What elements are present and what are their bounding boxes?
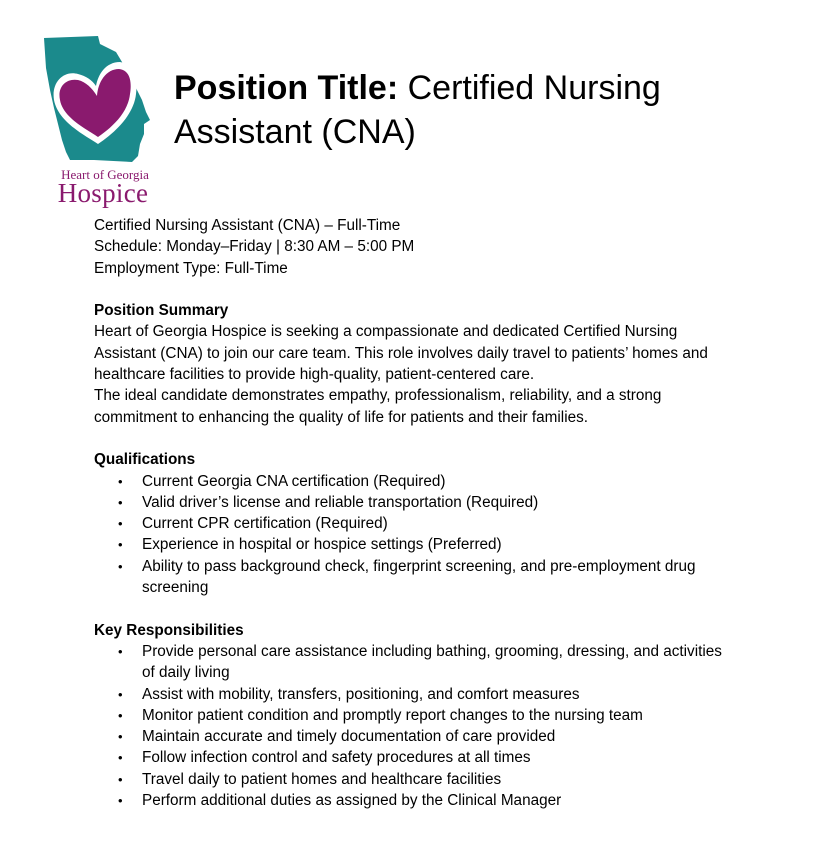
hospice-logo — [36, 28, 166, 218]
list-item: • Current Georgia CNA certification (Required) — [142, 471, 734, 492]
summary-paragraph: Heart of Georgia Hospice is seeking a compassionate and dedicated Certified Nursing Assistant (CNA) to join our care team. This role involves daily travel to patients’ homes and healthcare facilities to provide high-quality, patient-centered care. — [94, 323, 708, 384]
list-item: • Current CPR certification (Required) — [142, 513, 734, 534]
header-line-schedule: Schedule: Monday–Friday | 8:30 AM – 5:00 PM — [94, 238, 415, 256]
header-line-employment-type: Employment Type: Full-Time — [94, 259, 288, 277]
title-label: Position Title: — [174, 69, 399, 107]
title-text: Certified Nursing Assistant (CNA) — [174, 69, 661, 151]
summary-heading: Position Summary — [94, 302, 229, 320]
list-item: • Ability to pass background check, fingerprint screening, and pre-employment drug screening — [142, 556, 734, 599]
document-body — [94, 215, 734, 811]
list-item: • Follow infection control and safety procedures at all times — [142, 747, 734, 768]
logo-tagline: Heart of Georgia — [61, 167, 149, 182]
list-item: • Monitor patient condition and promptly report changes to the nursing team — [142, 705, 734, 726]
list-item: • Travel daily to patient homes and healthcare facilities — [142, 769, 734, 790]
qualifications-list — [94, 471, 734, 599]
qualifications-heading: Qualifications — [94, 451, 196, 469]
responsibilities-list — [94, 641, 734, 811]
logo-name: Hospice — [57, 178, 149, 208]
list-item: • Assist with mobility, transfers, positioning, and comfort measures — [142, 684, 734, 705]
list-item: • Maintain accurate and timely documentation of care provided — [142, 726, 734, 747]
page-title — [174, 66, 734, 154]
responsibilities-heading: Key Responsibilities — [94, 621, 244, 639]
list-item: • Perform additional duties as assigned by the Clinical Manager — [142, 790, 734, 811]
summary-paragraph: The ideal candidate demonstrates empathy, professionalism, reliability, and a strong commitment to enhancing the quality of life for patients and their families. — [94, 387, 662, 426]
georgia-heart-icon — [36, 28, 166, 168]
list-item: • Valid driver’s license and reliable transportation (Required) — [142, 492, 734, 513]
list-item: • Provide personal care assistance including bathing, grooming, dressing, and activities of daily living — [142, 641, 734, 684]
header-line-role: Certified Nursing Assistant (CNA) – Full-Time — [94, 217, 401, 234]
list-item: • Experience in hospital or hospice settings (Preferred) — [142, 534, 734, 555]
